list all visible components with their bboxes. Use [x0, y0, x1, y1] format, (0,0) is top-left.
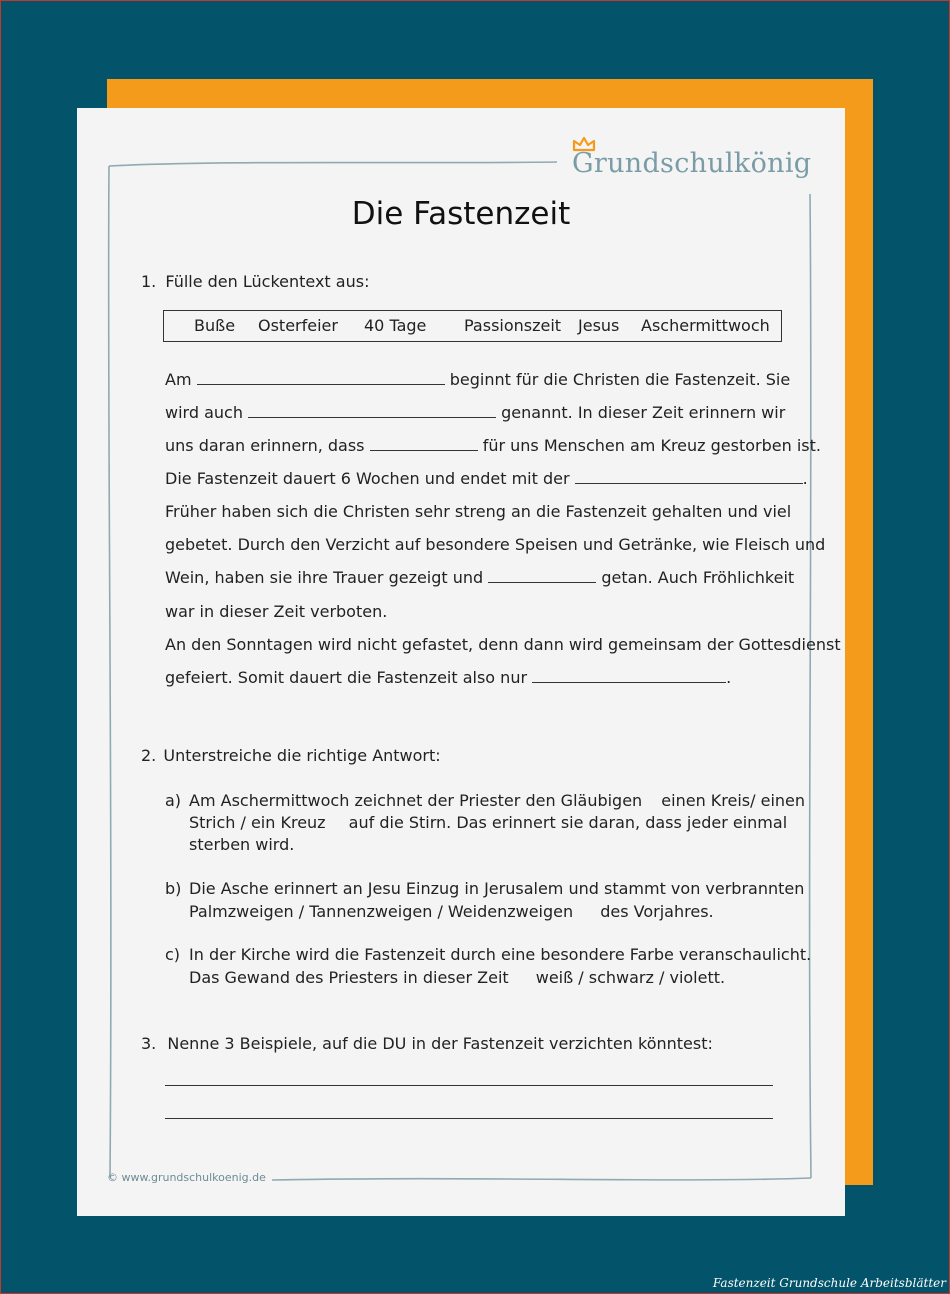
cloze-line: Die Fastenzeit dauert 6 Wochen und endet mit der .: [165, 469, 808, 488]
word-bank-item: Osterfeier: [258, 316, 338, 335]
item-a-letter: a): [165, 791, 182, 810]
section3-number: 3.: [141, 1034, 157, 1053]
section3-heading: [141, 1034, 713, 1053]
item-b-line1: Die Asche erinnert an Jesu Einzug in Jerusalem und stammt von verbrannten: [189, 879, 805, 898]
cloze-line: An den Sonntagen wird nicht gefastet, denn dann wird gemeinsam der Gottesdienst: [165, 635, 841, 654]
cloze-line: war in dieser Zeit verboten.: [165, 602, 388, 621]
footer-copyright: © www.grundschulkoenig.de: [107, 1171, 266, 1184]
answer-option[interactable]: Strich / ein Kreuz: [189, 813, 326, 832]
section3-instruction: Nenne 3 Beispiele, auf die DU in der Fastenzeit verzichten könntest:: [167, 1034, 713, 1053]
answer-option[interactable]: einen Kreis/ einen: [661, 791, 806, 810]
item-c-letter: c): [165, 945, 181, 964]
section1-instruction: Fülle den Lückentext aus:: [165, 272, 370, 291]
section1-heading: [141, 272, 369, 291]
answer-line[interactable]: [165, 1085, 773, 1086]
word-bank-item: Passionszeit: [464, 316, 562, 335]
section2-number: 2.: [141, 746, 157, 765]
cloze-line: gebetet. Durch den Verzicht auf besondere Speisen und Getränke, wie Fleisch und: [165, 535, 826, 554]
cloze-blank[interactable]: [575, 469, 803, 484]
cloze-blank[interactable]: [248, 403, 496, 418]
answer-option[interactable]: Palmzweigen / Tannenzweigen / Weidenzweigen: [189, 902, 574, 921]
word-bank: [163, 310, 782, 342]
section2-heading: [141, 746, 441, 765]
cloze-blank[interactable]: [488, 568, 596, 583]
cloze-line: Wein, haben sie ihre Trauer gezeigt und getan. Auch Fröhlichkeit: [165, 568, 795, 587]
image-caption: Fastenzeit Grundschule Arbeitsblätter: [712, 1276, 946, 1290]
item-a-line1: Am Aschermittwoch zeichnet der Priester den Gläubigen einen Kreis/ einen: [189, 791, 806, 810]
item-a-line2: Strich / ein Kreuz auf die Stirn. Das erinnert sie daran, dass jeder einmal: [189, 813, 788, 832]
section2-instruction: Unterstreiche die richtige Antwort:: [163, 746, 441, 765]
cloze-blank[interactable]: [197, 370, 445, 385]
answer-option[interactable]: weiß / schwarz / violett.: [535, 968, 726, 987]
worksheet-page: [77, 108, 845, 1216]
cloze-blank[interactable]: [532, 668, 726, 683]
crown-icon: [572, 136, 596, 152]
brand-name: Grundschulkönig: [572, 148, 812, 179]
word-bank-item: 40 Tage: [364, 316, 427, 335]
brand-logo: [572, 148, 811, 179]
cloze-line: wird auch genannt. In dieser Zeit erinnern wir: [165, 403, 786, 422]
cloze-line: Früher haben sich die Christen sehr streng an die Fastenzeit gehalten und viel: [165, 502, 792, 521]
word-bank-item: Aschermittwoch: [641, 316, 770, 335]
item-c-line1: In der Kirche wird die Fastenzeit durch eine besondere Farbe veranschaulicht.: [189, 945, 812, 964]
cloze-line: uns daran erinnern, dass für uns Menschen am Kreuz gestorben ist.: [165, 436, 821, 455]
page-title: Die Fastenzeit: [351, 196, 571, 232]
cloze-line: Am beginnt für die Christen die Fastenzeit. Sie: [165, 370, 791, 389]
word-bank-item: Buße: [194, 316, 236, 335]
item-c-line2: Das Gewand des Priesters in dieser Zeit weiß / schwarz / violett.: [189, 968, 726, 987]
answer-line[interactable]: [165, 1118, 773, 1119]
item-a-line3: sterben wird.: [189, 835, 295, 854]
cloze-blank[interactable]: [370, 436, 478, 451]
word-bank-item: Jesus: [578, 316, 620, 335]
item-b-letter: b): [165, 879, 182, 898]
cloze-line: gefeiert. Somit dauert die Fastenzeit also nur .: [165, 668, 732, 687]
item-b-line2: Palmzweigen / Tannenzweigen / Weidenzweigen des Vorjahres.: [189, 902, 714, 921]
section1-number: 1.: [141, 272, 157, 291]
